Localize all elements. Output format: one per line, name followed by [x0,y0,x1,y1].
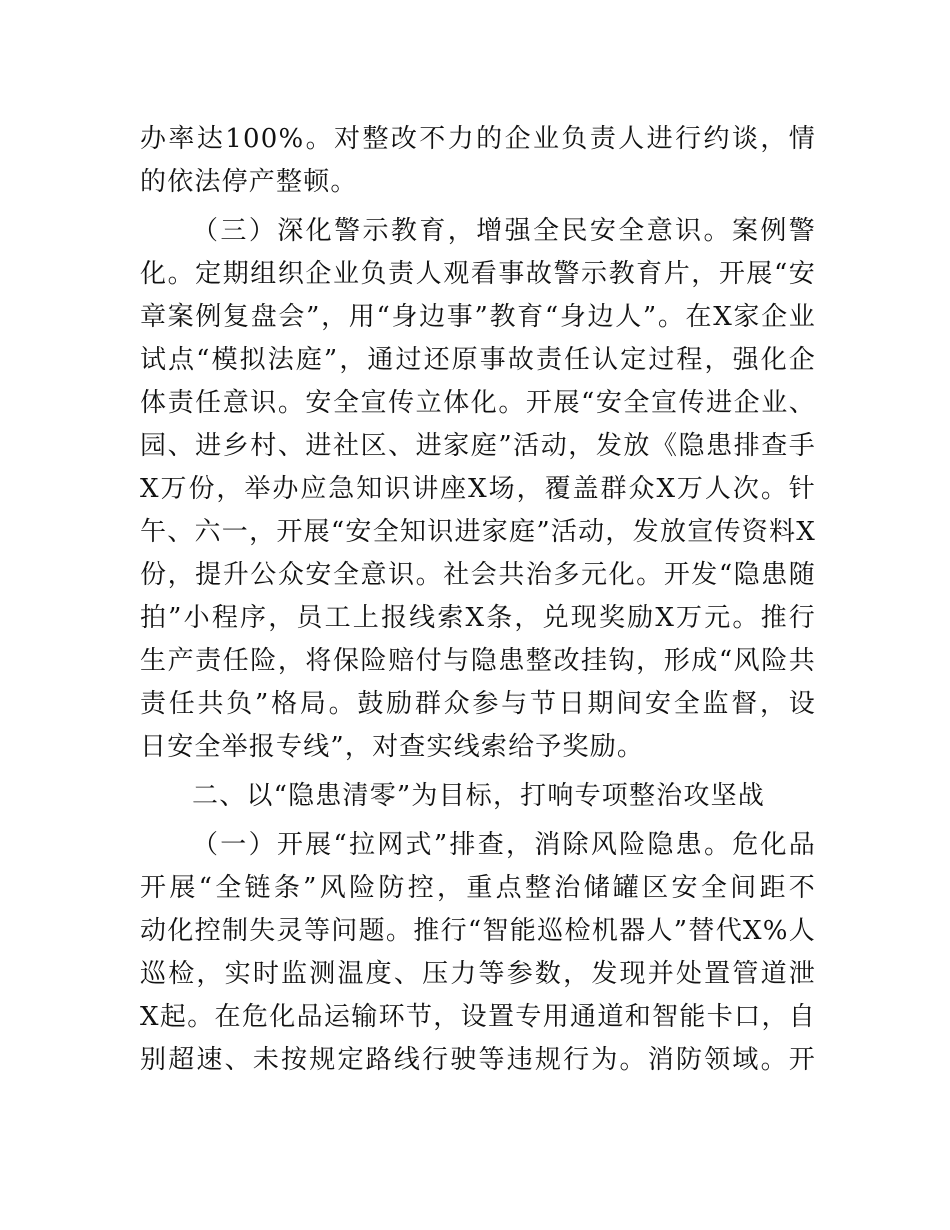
text-line: 责任共负”格局。鼓励群众参与节日期间安全监督，设 [140,689,816,719]
text-line: 办率达100%。对整改不力的企业负责人进行约谈，情 [140,124,816,154]
text-line: 开展“全链条”风险防控，重点整治储罐区安全间距不 [140,873,816,903]
text-line: 日安全举报专线”，对查实线索给予奖励。 [140,732,645,762]
text-line: 章案例复盘会”，用“身边事”教育“身边人”。在X家企业 [140,302,816,332]
text-line: 的依法停产整顿。 [140,167,358,197]
text-line: X万份，举办应急知识讲座X场，覆盖群众X万人次。针 [140,474,816,504]
text-line: 动化控制失灵等问题。推行“智能巡检机器人”替代X%人 [140,916,816,946]
paragraph-first-line: （一）开展“拉网式”排查，消除风险隐患。危化品 [192,830,816,860]
text-line: 化。定期组织企业负责人观看事故警示教育片，开展“安 [140,259,816,289]
text-line: 午、六一，开展“安全知识进家庭”活动，发放宣传资料X [140,517,816,547]
text-line: 生产责任险，将保险赔付与隐患整改挂钩，形成“风险共 [140,646,816,676]
text-line: 试点“模拟法庭”，通过还原事故责任认定过程，强化企 [140,345,816,375]
text-line: X起。在危化品运输环节，设置专用通道和智能卡口，自 [140,1002,816,1032]
text-line: 份，提升公众安全意识。社会共治多元化。开发“隐患随 [140,560,816,590]
text-line: 体责任意识。安全宣传立体化。开展“安全宣传进企业、 [140,388,816,418]
paragraph-first-line: 二、以“隐患清零”为目标，打响专项整治攻坚战 [192,781,765,811]
text-line: 园、进乡村、进社区、进家庭”活动，发放《隐患排查手 [140,431,816,461]
paragraph-first-line: （三）深化警示教育，增强全民安全意识。案例警 [192,216,816,246]
text-line: 巡检，实时监测温度、压力等参数，发现并处置管道泄 [140,959,816,989]
text-line: 拍”小程序，员工上报线索X条，兑现奖励X万元。推行 [140,603,816,633]
text-line: 别超速、未按规定路线行驶等违规行为。消防领域。开 [140,1045,816,1075]
document-body [140,118,816,1082]
